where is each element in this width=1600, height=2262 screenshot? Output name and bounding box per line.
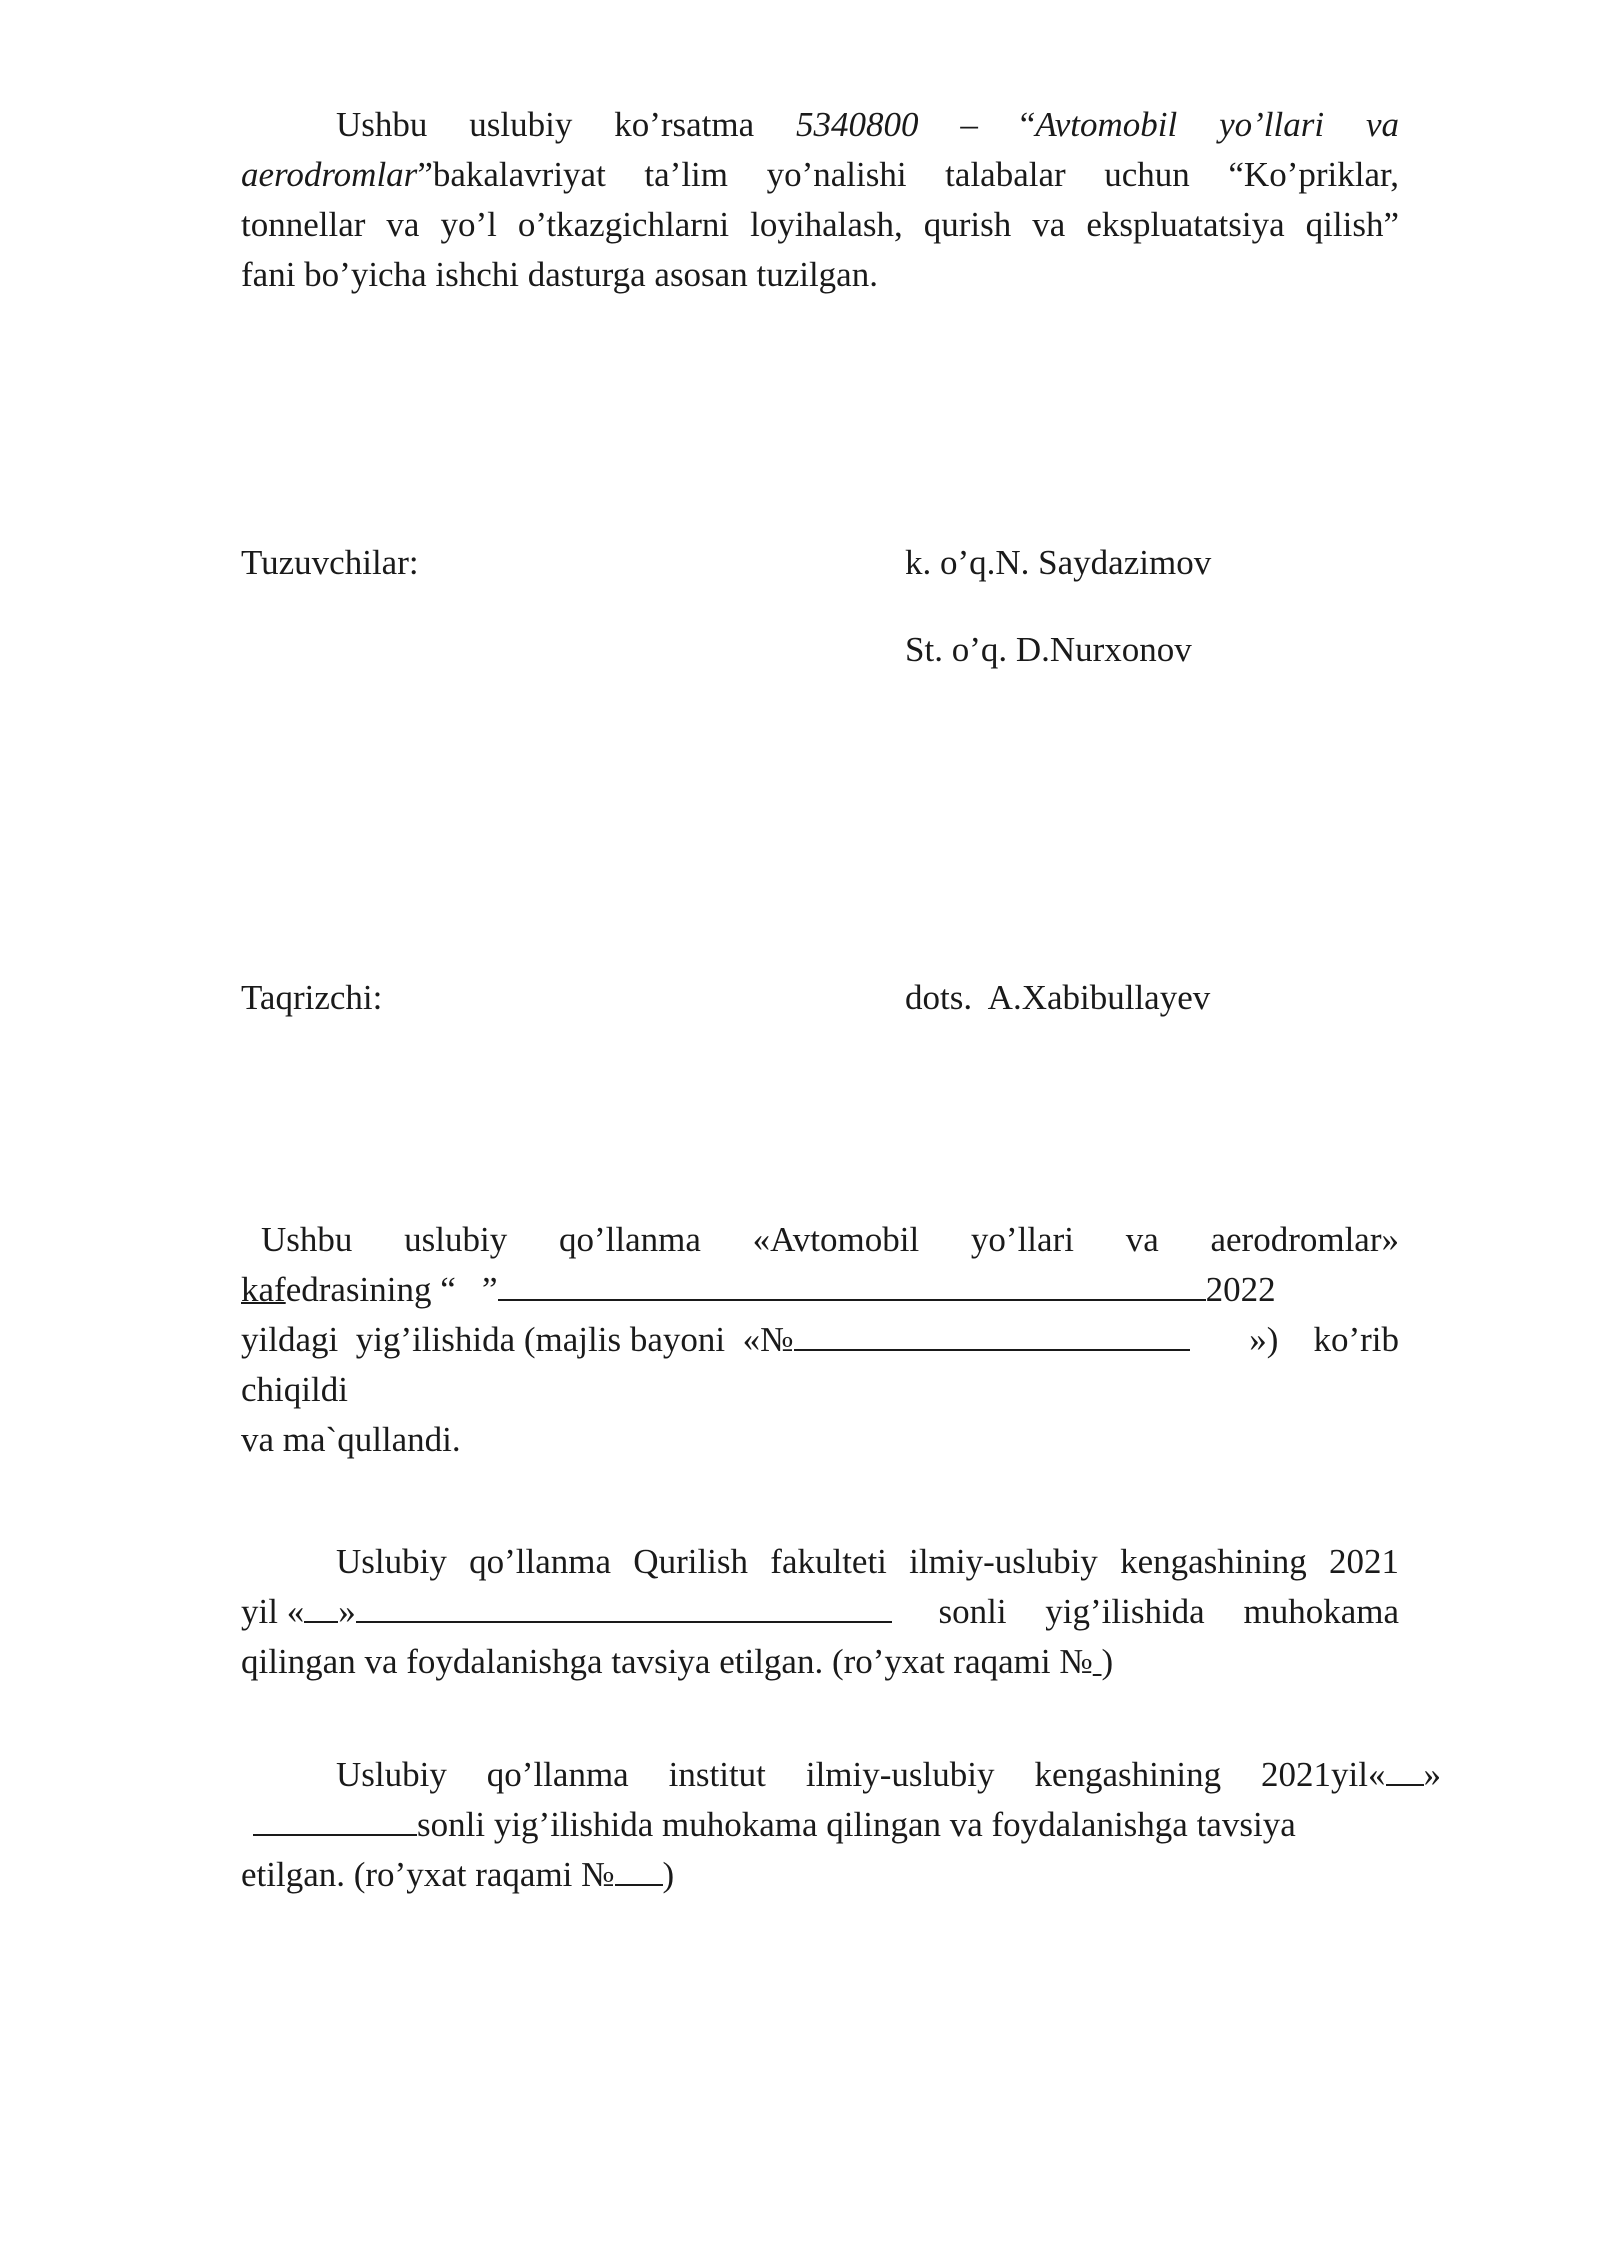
intro-paragraph	[241, 100, 1399, 300]
reviewer-label: Taqrizchi:	[241, 978, 383, 1017]
reviewer-name: dots. A.Xabibullayev	[905, 978, 1211, 1017]
institute-line-2	[241, 1800, 1441, 1850]
approval-line-4	[241, 1365, 1399, 1415]
approval-line-3	[241, 1315, 1399, 1365]
approval-text-5: va ma`qullandi.	[241, 1420, 461, 1459]
intro-text-d: fani bo’yicha ishchi dasturga asosan tuzilgan.	[241, 255, 878, 294]
faculty-line-1	[241, 1537, 1399, 1587]
approval-line-5	[241, 1415, 1399, 1465]
approval-text-3b: ») ko’rib	[1249, 1320, 1399, 1359]
institute-text-3b: )	[662, 1855, 675, 1894]
approval-text-4: chiqildi	[241, 1370, 348, 1409]
protocol-number-blank	[794, 1315, 1190, 1351]
approval-text-2b: edrasining “ ”	[285, 1270, 498, 1309]
author-name-1: k. o’q.N. Saydazimov	[905, 543, 1212, 582]
faculty-text-3b: )	[1101, 1642, 1114, 1681]
faculty-line-3	[241, 1637, 1399, 1687]
faculty-day-blank	[304, 1587, 338, 1623]
institute-line-3	[241, 1850, 1441, 1900]
program-name-part2: aerodromlar	[241, 155, 418, 194]
faculty-text-3a: qilingan va foydalanishga tavsiya etilgan. (ro’yxat raqami №	[241, 1642, 1093, 1681]
institute-registry-blank	[615, 1850, 663, 1886]
approval-line-1	[241, 1215, 1399, 1265]
approval-text-2a: kaf	[241, 1270, 286, 1309]
author-name-2: St. o’q. D.Nurxonov	[905, 630, 1192, 669]
intro-line-3	[241, 200, 1399, 250]
institute-date-blank	[253, 1800, 417, 1836]
intro-line-1	[241, 100, 1399, 150]
approval-year: 2022	[1205, 1270, 1276, 1309]
institute-text-1b: »	[1423, 1755, 1441, 1794]
institute-line-1	[241, 1750, 1441, 1800]
faculty-registry-blank	[1093, 1642, 1102, 1681]
authors-label: Tuzuvchilar:	[241, 543, 419, 582]
intro-text-c: tonnellar va yo’l o’tkazgichlarni loyihalash, qurish va ekspluatatsiya qilish”	[241, 205, 1399, 244]
faculty-text-1: Uslubiy qo’llanma Qurilish fakulteti ilmiy-uslubiy kengashining 2021	[336, 1542, 1399, 1581]
faculty-text-2a: yil «	[241, 1592, 305, 1631]
intro-text-a: Ushbu uslubiy ko’rsatma	[336, 105, 797, 144]
approval-text-1: Ushbu uslubiy qo’llanma «Avtomobil yo’llari va aerodromlar»	[261, 1220, 1399, 1259]
approval-paragraph	[241, 1215, 1399, 1465]
faculty-date-blank	[356, 1587, 892, 1623]
intro-line-2	[241, 150, 1399, 200]
program-name-part1: Avtomobil yo’llari va	[1035, 105, 1399, 144]
program-code: 5340800	[796, 105, 919, 144]
approval-text-3a: yildagi yig’ilishida (majlis bayoni «№	[241, 1320, 794, 1359]
faculty-text-2c: sonli yig’ilishida muhokama	[938, 1592, 1399, 1631]
faculty-line-2	[241, 1587, 1399, 1637]
intro-line-4	[241, 250, 1399, 300]
intro-text-b: ”bakalavriyat ta’lim yo’nalishi talabalar uchun “Ko’priklar,	[417, 155, 1399, 194]
institute-paragraph	[241, 1750, 1441, 1900]
approval-line-2	[241, 1265, 1399, 1315]
institute-text-2: sonli yig’ilishida muhokama qilingan va foydalanishga tavsiya	[417, 1805, 1296, 1844]
faculty-paragraph	[241, 1537, 1399, 1687]
institute-text-3a: etilgan. (ro’yxat raqami №	[241, 1855, 615, 1894]
intro-dash: – “	[918, 105, 1036, 144]
date-blank-line	[498, 1265, 1206, 1301]
faculty-text-2b: »	[338, 1592, 356, 1631]
institute-text-1a: Uslubiy qo’llanma institut ilmiy-uslubiy kengashining 2021yil«	[336, 1755, 1386, 1794]
institute-day-blank	[1386, 1750, 1424, 1786]
